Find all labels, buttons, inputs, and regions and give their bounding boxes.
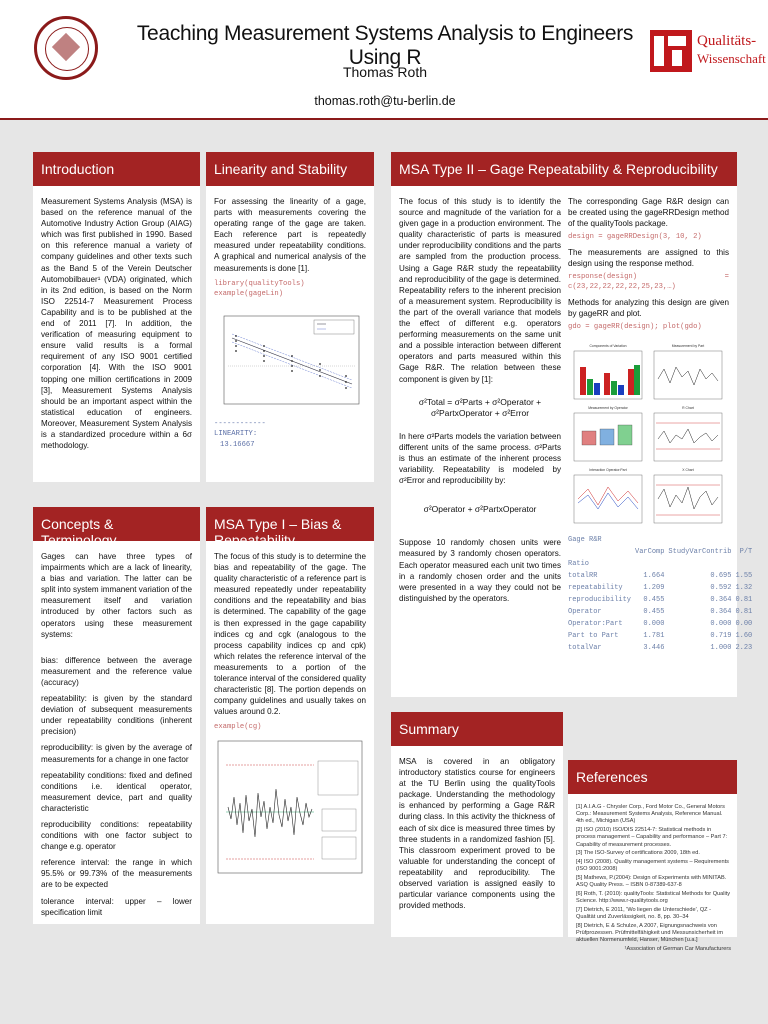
table-cell: Operator xyxy=(568,607,602,616)
table-row xyxy=(568,642,756,654)
table-cell: 0.364 xyxy=(710,607,732,616)
term-bias: bias: difference between the average measurement and the reference value (accuracy) xyxy=(41,655,192,687)
table-header-row xyxy=(568,546,756,558)
table-cell: reproducibility xyxy=(568,595,632,604)
concepts-heading: Concepts & Terminology xyxy=(33,507,200,541)
msa-type1-body: The focus of this study is to determine the bias and repeatability of the gage. The quality characteristic of a reference part is measured repeatedly under repeatability conditions and the repeatability and bias is determined. The capability of the gage is then expressed in the gage capability indices cg and cgk (analogous to the process capability indices cp and cpk) which relates the reference interval of the measurements to a portion of the tolerance interval of the considered quality characteristic [8]. The portion depends on company guidelines and usually takes on values around 0.2. xyxy=(214,552,366,717)
table-cell: 0.00 xyxy=(735,619,753,628)
gage-rr-table-title: Gage R&R xyxy=(568,535,602,544)
table-cell: totalRR xyxy=(568,571,598,580)
table-cell: 0.455 xyxy=(643,607,665,616)
cg-run-chart xyxy=(214,737,366,877)
linearity-plot xyxy=(214,306,366,416)
introduction-heading: Introduction xyxy=(33,152,200,186)
table-row xyxy=(568,594,756,606)
formula-total-variance: σ²Total = σ²Parts + σ²Operator + σ²PartxOperator + σ²Error xyxy=(418,396,542,418)
msa-type1-heading: MSA Type I – Bias & Repeatability xyxy=(206,507,374,541)
author-email: thomas.roth@tu-berlin.de xyxy=(314,94,456,108)
term-tolerance-interval: tolerance interval: upper – lower specification limit xyxy=(41,896,192,917)
references-footnote: ¹Association of German Car Manufacturers xyxy=(624,946,731,953)
table-cell: Operator:Part xyxy=(568,619,623,628)
term-reproducibility: reproducibility: is given by the average of measurements for a change in one factor xyxy=(41,743,192,764)
plot-title-by-operator: Measurement by Operator xyxy=(588,405,628,410)
linearity-code-example: example(gageLin) xyxy=(214,290,284,299)
table-cell: 2.23 xyxy=(735,643,753,652)
msa-type2-heading: MSA Type II – Gage Repeatability & Reproducibility xyxy=(391,152,737,186)
table-cell: Part to Part xyxy=(568,631,619,640)
poster-header xyxy=(0,0,768,120)
table-row xyxy=(568,618,756,630)
table-cell: 3.446 xyxy=(643,643,665,652)
linearity-body-wrap xyxy=(214,196,366,450)
table-cell: 1.32 xyxy=(735,583,753,592)
summary-panel xyxy=(391,712,563,937)
linearity-code-library: library(qualityTools) xyxy=(214,279,305,288)
msa-type2-panel xyxy=(391,152,753,697)
logo-line-2: Wissenschaft xyxy=(697,51,766,66)
references-heading: References xyxy=(568,760,737,794)
plot-title-interaction: Interaction Operator:Part xyxy=(589,467,627,472)
table-cell: 0.364 xyxy=(710,595,732,604)
reference-item: [6] Roth, T. (2010): qualityTools: Statistical Methods for Quality Science. http://www.r-qualitytools.org xyxy=(576,890,731,904)
introduction-body: Measurement Systems Analysis (MSA) is based on the reference manual of the Automotive Industry Action Group (AIAG) which was first published in 1990. Based on this reference manual a variety of company guidelines and other texts such as the Band 5 of the Verein Deutscher Automobilbauer¹ (VDA) originated, which in its 2nd edition, is based on the Norm ISO 22514-7 Measurement Process Capability and is to be published at the end of 2011 [7]. In addition, the verification of measuring equipment to ensure valid results is a formal requirement of any ISO 9001 certified corporation [4]. With the ISO 9001 topping one million certifications in 2009 [3], Measurement Systems Analysis should be an important aspect within the statistical education of engineers. Moreover, Measurement System Analysis is a standardized procedure within a 6σ methodology. xyxy=(41,197,192,451)
plot-title-by-part: Measurement by Part xyxy=(671,343,705,348)
table-cell: 1.55 xyxy=(735,571,753,580)
plot-title-components: Components of Variation xyxy=(589,343,627,348)
table-cell: 0.000 xyxy=(710,619,732,628)
linearity-heading: Linearity and Stability xyxy=(206,152,374,186)
term-reproducibility-conditions: reproducibility conditions: repeatability conditions with one factor subject to change e.g. operator xyxy=(41,819,192,852)
msa-type1-code: example(cg) xyxy=(214,723,262,732)
introduction-panel xyxy=(33,152,200,482)
table-cell: 0.000 xyxy=(643,619,665,628)
table-row xyxy=(568,558,756,570)
table-cell: 0.719 xyxy=(710,631,732,640)
table-cell: Ratio xyxy=(568,559,590,568)
formula-reproducibility: σ²Operator + σ²PartxOperator xyxy=(423,504,537,515)
table-cell: 0.81 xyxy=(735,595,753,604)
table-cell xyxy=(668,558,735,570)
logo-line-1: Qualitäts- xyxy=(697,33,757,49)
table-header-cell xyxy=(568,546,635,558)
poster-title: Teaching Measurement Systems Analysis to Engineers Using R xyxy=(136,22,634,69)
table-header-cell: P/T xyxy=(739,547,753,556)
table-cell xyxy=(735,558,756,570)
table-cell: 1.209 xyxy=(643,583,665,592)
references-panel xyxy=(568,760,737,953)
concepts-intro: Gages can have three types of impairments which are a lack of linearity, a bias and variation. The latter can be split into system immanent variation of the measurement itself and variation introduced by other factors such as operators using these measurement systems: xyxy=(41,552,192,639)
summary-heading: Summary xyxy=(391,712,563,746)
table-row xyxy=(568,606,756,618)
reference-item: [4] ISO (2008). Quality management systems – Requirements (ISO 9001:2008) xyxy=(576,858,729,873)
table-row xyxy=(568,582,756,594)
reference-item: [2] ISO (2010) ISO/DIS 22514-7: Statistical methods in process management – Capability and performance – Part 7: Capability of measurement processes. xyxy=(576,827,728,848)
table-cell: 0.592 xyxy=(710,583,732,592)
reference-item: [3] The ISO-Survey of certifications 2009, 18th ed. xyxy=(576,850,700,857)
msa-type2-text-3: Suppose 10 randomly chosen units were measured by 3 randomly chosen operators. Each operator measured each unit two times in a randomly chosen order and the units were presented in a way they could not be distinguished by the operators. xyxy=(399,538,561,603)
plot-title-x-chart: X Chart xyxy=(682,467,694,472)
plot-title-r-chart: R Chart xyxy=(682,405,694,410)
term-reference-interval: reference interval: the range in which 95.5% or 99.73% of the measurements are to be expected xyxy=(41,858,192,890)
msa-type2-right-text-2: The measurements are assigned to this design using the response method. xyxy=(568,247,729,268)
msa-type2-left-column xyxy=(399,196,561,604)
msa-type2-right-column xyxy=(568,196,753,654)
table-cell: 0.455 xyxy=(643,595,665,604)
table-header-cell: StudyVarContrib xyxy=(668,547,732,556)
table-cell: 0.81 xyxy=(735,607,753,616)
qualitaetswissenschaft-logo xyxy=(697,32,766,68)
table-cell xyxy=(635,558,668,570)
table-row xyxy=(568,570,756,582)
linearity-dashes: ------------ xyxy=(214,419,266,428)
author-name: Thomas Roth xyxy=(342,64,428,80)
gage-rr-table xyxy=(568,534,756,654)
msa-type2-right-text-1: The corresponding Gage R&R design can be created using the gageRRDesign method of the qualityTools package. xyxy=(568,197,729,229)
table-cell: 1.000 xyxy=(710,643,732,652)
table-cell: 1.60 xyxy=(735,631,753,640)
linearity-result-value: 13.16667 xyxy=(220,440,255,449)
design-code: design = gageRRDesign(3, 10, 2) xyxy=(568,233,702,242)
table-header-cell: VarComp xyxy=(635,547,665,556)
msa-type1-panel xyxy=(206,507,374,924)
table-cell: 1.664 xyxy=(643,571,665,580)
response-code: response(design) = c(23,22,22,22,22,25,23,…) xyxy=(568,272,729,292)
reference-item: [5] Mathews, P.(2004): Design of Experiments with MINITAB. ASQ Quality Press. – ISBN 0-87389-637-8 xyxy=(576,874,727,889)
gage-rr-plot-grid xyxy=(568,339,728,525)
table-row xyxy=(568,630,756,642)
references-list xyxy=(576,804,731,955)
term-repeatability: repeatability: is given by the standard deviation of subsequent measurements under repeatability conditions (inherent precision) xyxy=(41,694,192,737)
tu-berlin-logo xyxy=(650,30,692,72)
msa-type2-text-1: The focus of this study is to identify the source and magnitude of the variation for a given gage in a production environment. The quality characteristic of parts is measured under reproducibility conditions and the parts are sampled from the production process. Using a Gage R&R study the repeatability and reproducibility of the gage is determined. Repeatability refers to the inherent precision of a measurement system. Reproducibility is the part of the overall variance that models the effect of different e.g. operators performing measurements on the same unit and a possible interaction between different operators and parts measured within this Gage R&R. The relation between these component is given by [1]: xyxy=(399,197,561,384)
concepts-panel xyxy=(33,507,200,924)
msa-type2-text-2: In here σ²Parts models the variation between different units of the same process. σ²Parts is thus an estimate of the inherent process variability. Repeatability is modeled by σ²Error and reproducibility by: xyxy=(399,431,561,486)
concepts-body-wrap xyxy=(41,551,192,923)
university-seal-logo xyxy=(34,16,98,80)
table-cell: 0.695 xyxy=(710,571,732,580)
linearity-panel xyxy=(206,152,374,482)
table-cell: repeatability xyxy=(568,583,623,592)
linearity-result-label: LINEARITY: xyxy=(214,430,258,439)
reference-item: [7] Dietrich, E 2011, 'Wo liegen die Unterschiede', QZ - Qualität und Zuverlässigkeit, no. 8, pp. 30–34 xyxy=(576,906,711,920)
term-repeatability-conditions: repeatability conditions: fixed and defined conditions i.e. identical operator, measurement device, part and quality characteristic xyxy=(41,770,192,813)
linearity-body: For assessing the linearity of a gage, parts with measurements covering the operating range of the gage are taken. Each reference part is repeatedly measured under repeatability conditions. A graphical and numerical analysis of the measurements is done [1]. xyxy=(214,197,366,273)
msa-type2-right-text-3: Methods for analyzing this design are given by gageRR and plot. xyxy=(568,297,729,319)
msa-type1-body-wrap xyxy=(214,551,366,880)
reference-item: [1] A.I.A.G - Chrysler Corp., Ford Motor Co., General Motors Corp.: Measurement Systems Analysis, Reference Manual. 4th ed., Michigan (USA) xyxy=(576,804,725,825)
summary-body: MSA is covered in an obligatory introductory statistics course for engineers at the TU Berlin using the qualityTools package. Understanding the methodology is enhanced by performing a Gage R&R during class. In this activity the thickness of each of six dice is measured three times by three students in a randomized fashion [5]. This classroom experiment proved to be valuable for understanding the concept of repeatability and reproducibility. The observed variation is assigned easily to particular variance components using the provided methods. xyxy=(399,757,555,911)
reference-item: [8] Dietrich, E & Schulze, A 2007, Eignungsnachweis von Prüfprozessen. Prüfmittelfähigkeit und Messunsicherheit im aktuellen Normenumfeld, Hanser, München [u.a.] xyxy=(576,922,724,943)
gagerr-code: gdo = gageRR(design); plot(gdo) xyxy=(568,323,702,332)
table-cell: totalVar xyxy=(568,643,602,652)
table-cell: 1.781 xyxy=(643,631,665,640)
